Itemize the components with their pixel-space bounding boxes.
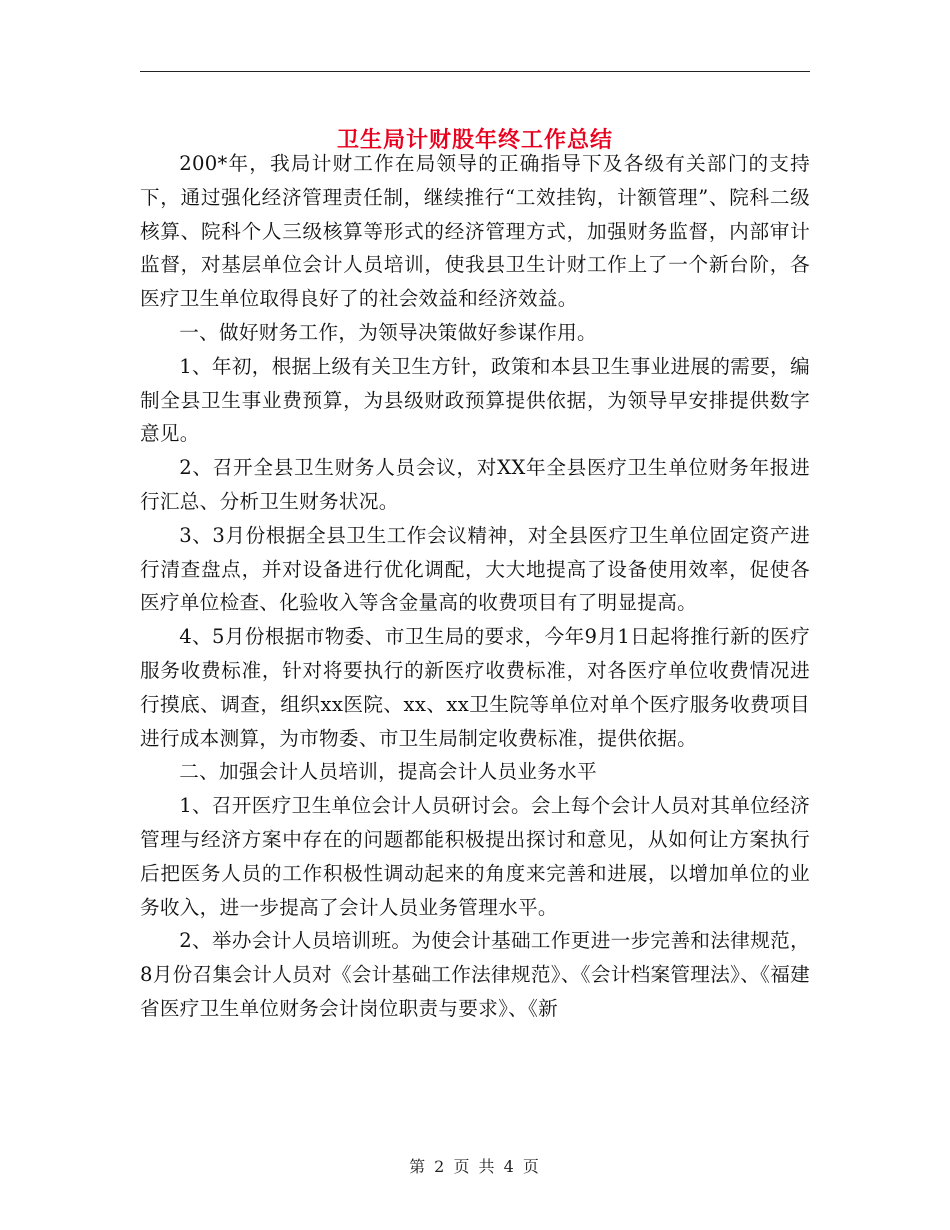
paragraph-2-1: 1、召开医疗卫生单位会计人员研讨会。会上每个会计人员对其单位经济管理与经济方案中存在的问题都能积极提出探讨和意见，从如何让方案执行后把医务人员的工作积极性调动起来的角度来完善和进展，以增加单位的业务收入，进一步提高了会计人员业务管理水平。 (140, 794, 810, 919)
paragraph-1-4: 4、5月份根据市物委、市卫生局的要求，今年9月1日起将推行新的医疗服务收费标准，针对将要执行的新医疗收费标准，对各医疗单位收费情况进行摸底、调查，组织xx医院、xx、xx卫生院等单位对单个医疗服务收费项目进行成本测算，为市物委、市卫生局制定收费标准，提供依据。 (140, 625, 810, 750)
paragraph-1-1: 1、年初，根据上级有关卫生方针，政策和本县卫生事业进展的需要，编制全县卫生事业费预算，为县级财政预算提供依据，为领导早安排提供数字意见。 (140, 354, 810, 446)
header-rule (140, 71, 810, 72)
document-body (140, 147, 810, 1026)
section-heading-1: 一、做好财务工作，为领导决策做好参谋作用。 (179, 320, 597, 344)
section-heading-2: 二、加强会计人员培训，提高会计人员业务水平 (179, 760, 597, 784)
paragraph-1-3: 3、3月份根据全县卫生工作会议精神，对全县医疗卫生单位固定资产进行清查盘点，并对设备进行优化调配，大大地提高了设备使用效率，促使各医疗单位检查、化验收入等含金量高的收费项目有了明显提高。 (140, 523, 810, 615)
document-title: 卫生局计财股年终工作总结 (336, 126, 613, 153)
paragraph-1-2: 2、召开全县卫生财务人员会议，对XX年全县医疗卫生单位财务年报进行汇总、分析卫生财务状况。 (140, 456, 810, 513)
paragraph-2-2: 2、举办会计人员培训班。为使会计基础工作更进一步完善和法律规范，8月份召集会计人员对《会计基础工作法律规范》、《会计档案管理法》、《福建省医疗卫生单位财务会计岗位职责与要求》、《新 (140, 929, 810, 1020)
paragraph-intro: 200*年，我局计财工作在局领导的正确指导下及各级有关部门的支持下，通过强化经济管理责任制，继续推行“工效挂钩，计额管理”、院科二级核算、院科个人三级核算等形式的经济管理方式，加强财务监督，内部审计监督，对基层单位会计人员培训，使我县卫生计财工作上了一个新台阶，各医疗卫生单位取得良好了的社会效益和经济效益。 (140, 152, 810, 311)
page-number-footer: 第 2 页 共 4 页 (409, 1157, 541, 1176)
